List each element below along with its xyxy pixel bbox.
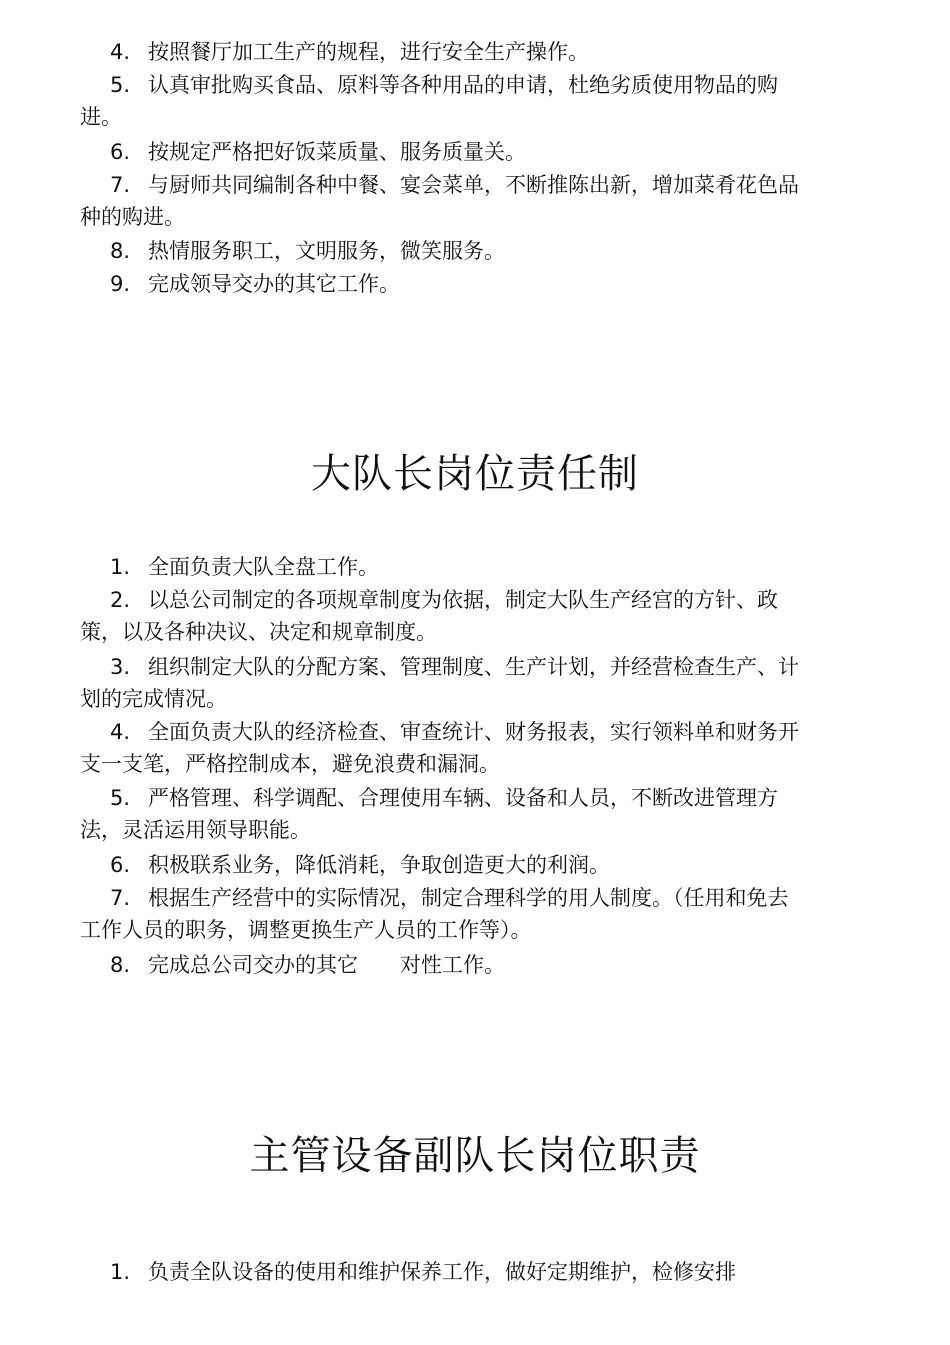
list-item: 9. 完成领导交办的其它工作。 bbox=[110, 272, 400, 296]
list-item: 8. 完成总公司交办的其它 对性工作。 bbox=[110, 953, 505, 977]
section-title-equipment: 主管设备副队长岗位职责 bbox=[249, 1133, 701, 1179]
list-item: 1. 负责全队设备的使用和维护保养工作，做好定期维护，检修安排 bbox=[110, 1260, 736, 1284]
list-item: 8. 热情服务职工，文明服务，微笑服务。 bbox=[110, 239, 505, 263]
list-item: 7. 与厨师共同编制各种中餐、宴会菜单，不断推陈出新，增加菜肴花色品种的购进。 bbox=[80, 173, 799, 229]
list-item: 4. 全面负责大队的经济检查、审查统计、财务报表，实行领料单和财务开支一支笔，严格控制成本，避免浪费和漏洞。 bbox=[80, 720, 799, 776]
list-item: 7. 根据生产经营中的实际情况，制定合理科学的用人制度。（任用和免去工作人员的职务，调整更换生产人员的工作等）。 bbox=[80, 886, 789, 942]
list-item: 2. 以总公司制定的各项规章制度为依据，制定大队生产经宫的方针、政策，以及各种决议、决定和规章制度。 bbox=[80, 588, 778, 644]
list-item: 5. 认真审批购买食品、原料等各种用品的申请，杜绝劣质使用物品的购进。 bbox=[80, 73, 778, 129]
list-item: 4. 按照餐厅加工生产的规程，进行安全生产操作。 bbox=[110, 40, 589, 64]
section-title-captain: 大队长岗位责任制 bbox=[311, 451, 639, 497]
list-item: 5. 严格管理、科学调配、合理使用车辆、设备和人员，不断改进管理方法，灵活运用领导职能。 bbox=[80, 786, 778, 842]
list-item: 6. 按规定严格把好饭菜质量、服务质量关。 bbox=[110, 140, 526, 164]
list-item: 3. 组织制定大队的分配方案、管理制度、生产计划，并经营检查生产、计划的完成情况。 bbox=[80, 655, 799, 711]
list-item: 6. 积极联系业务，降低消耗，争取创造更大的利润。 bbox=[110, 853, 610, 877]
list-item: 1. 全面负责大队全盘工作。 bbox=[110, 555, 379, 579]
